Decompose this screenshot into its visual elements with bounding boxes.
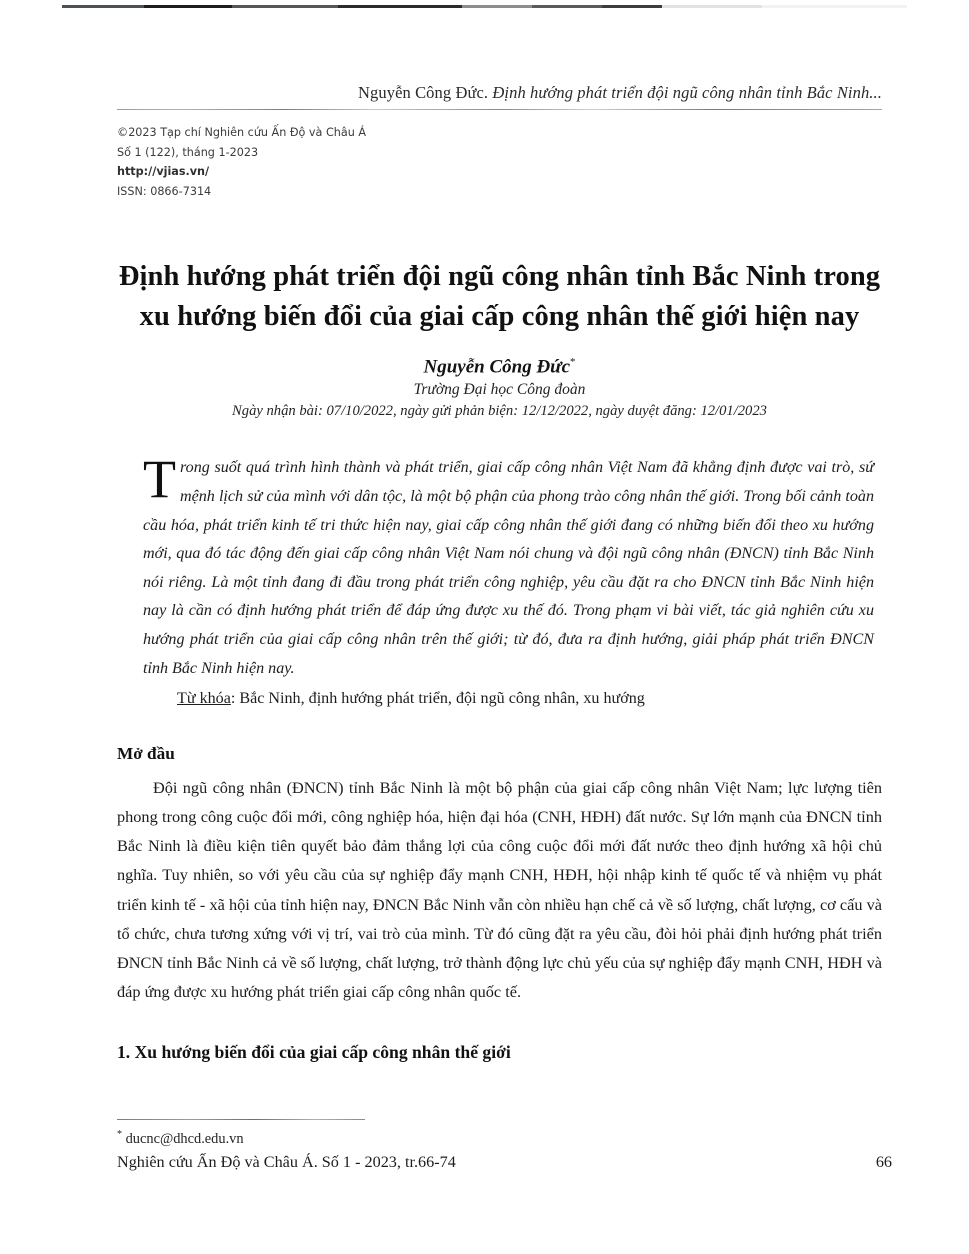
section-paragraph-intro: Đội ngũ công nhân (ĐNCN) tỉnh Bắc Ninh là một bộ phận của giai cấp công nhân Việt Nam; lực lượng tiên phong trong công cuộc đổi mới, công nghiệp hóa, hiện đại hóa (CNH, HĐH) đất nước. Sự lớn mạnh của ĐNCN tỉnh Bắc Ninh là điều kiện tiên quyết bảo đảm thắng lợi của công cuộc đổi mới đất nước theo định hướng xã hội chủ nghĩa. Tuy nhiên, so với yêu cầu của sự nghiệp đẩy mạnh CNH, HĐH, hội nhập kinh tế quốc tế và nhiệm vụ phát triển kinh tế - xã hội của tỉnh hiện nay, ĐNCN Bắc Ninh vẫn còn nhiều hạn chế cả về số lượng, chất lượng, cơ cấu và tổ chức, chưa tương xứng với vị trí, vai trò của mình. Từ đó cũng đặt ra yêu cầu, đòi hỏi phải định hướng phát triển ĐNCN tỉnh Bắc Ninh cả về số lượng, chất lượng, trở thành động lực chủ yếu của sự nghiệp đẩy mạnh CNH, HĐH và đáp ứng được xu hướng phát triển giai cấp công nhân quốc tế. bbox=[117, 777, 882, 1002]
footnote-divider bbox=[117, 1119, 365, 1120]
imprint-url[interactable]: http://vjias.vn/ bbox=[117, 165, 210, 178]
running-head-title: Định hướng phát triển đội ngũ công nhân tỉnh Bắc Ninh... bbox=[492, 83, 882, 102]
header-divider bbox=[117, 109, 882, 110]
footnote-email-line bbox=[117, 1129, 892, 1148]
author-footnote-marker[interactable]: * bbox=[570, 356, 576, 369]
page-content bbox=[117, 0, 882, 1063]
keywords-label: Từ khóa bbox=[177, 690, 231, 708]
abstract-dropcap: T bbox=[143, 449, 176, 510]
running-head bbox=[117, 0, 882, 103]
page-footer bbox=[117, 1119, 892, 1172]
footnote-marker: * bbox=[117, 1129, 122, 1140]
page-number: 66 bbox=[875, 1152, 892, 1171]
imprint-issue: Số 1 (122), tháng 1-2023 bbox=[117, 145, 259, 159]
footnote-email[interactable]: ducnc@dhcd.edu.vn bbox=[125, 1130, 244, 1147]
footer-citation: Nghiên cứu Ấn Độ và Châu Á. Số 1 - 2023, tr.66-74 bbox=[117, 1152, 456, 1171]
article-title: Định hướng phát triển đội ngũ công nhân tỉnh Bắc Ninh trong xu hướng biến đổi của giai cấp công nhân thế giới hiện nay bbox=[118, 261, 881, 332]
keywords-line bbox=[117, 685, 882, 714]
running-head-author: Nguyễn Công Đức. bbox=[358, 83, 489, 102]
author-name-text: Nguyễn Công Đức bbox=[423, 356, 570, 378]
abstract-paragraph bbox=[117, 449, 882, 683]
imprint-copyright: ©2023 Tạp chí Nghiên cứu Ấn Độ và Châu Á bbox=[117, 126, 367, 139]
imprint-issn: ISSN: 0866-7314 bbox=[117, 184, 212, 198]
keywords-value: : Bắc Ninh, định hướng phát triển, đội ngũ công nhân, xu hướng bbox=[230, 690, 645, 708]
footer-citation-line bbox=[117, 1153, 892, 1172]
section-heading-intro: Mở đầu bbox=[117, 743, 175, 763]
author-name bbox=[117, 356, 882, 378]
abstract-text: rong suốt quá trình hình thành và phát triển, giai cấp công nhân Việt Nam đã khẳng định được vai trò, sứ mệnh lịch sử của mình với dân tộc, là một bộ phận của phong trào công nhân thế giới. Trong bối cảnh toàn cầu hóa, phát triển kinh tế tri thức hiện nay, giai cấp công nhân thế giới đang có những biến đổi theo xu hướng mới, qua đó tác động đến giai cấp công nhân Việt Nam nói chung và đội ngũ công nhân (ĐNCN) tỉnh Bắc Ninh nói riêng. Là một tỉnh đang đi đầu trong phát triển công nghiệp, yêu cầu đặt ra cho ĐNCN tỉnh Bắc Ninh hiện nay là cần có định hướng phát triển để đáp ứng được xu thế đó. Trong phạm vi bài viết, tác giả nghiên cứu xu hướng phát triển của giai cấp công nhân trên thế giới; từ đó, đưa ra định hướng, giải pháp phát triển ĐNCN tỉnh Bắc Ninh hiện nay. bbox=[143, 459, 874, 677]
imprint-block bbox=[117, 123, 882, 201]
author-affiliation: Trường Đại học Công đoàn bbox=[413, 381, 586, 399]
section-heading-1: 1. Xu hướng biến đổi của giai cấp công nhân thế giới bbox=[117, 1042, 511, 1063]
submission-dates: Ngày nhận bài: 07/10/2022, ngày gửi phản biện: 12/12/2022, ngày duyệt đăng: 12/01/2023 bbox=[232, 403, 767, 420]
